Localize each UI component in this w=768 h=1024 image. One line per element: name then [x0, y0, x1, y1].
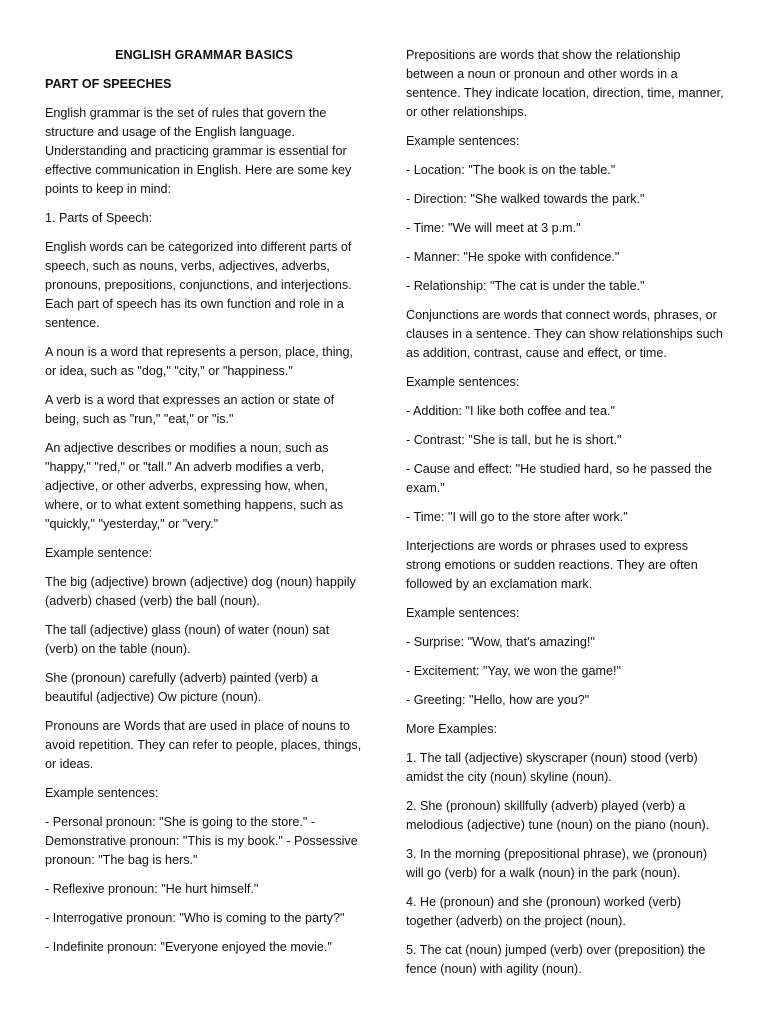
- example-item: - Contrast: "She is tall, but he is short.": [406, 433, 622, 447]
- example-item: - Relationship: "The cat is under the table.": [406, 279, 645, 293]
- adjective-adverb-definition: An adjective describes or modifies a noun, such as "happy," "red," or "tall." An adverb modifies a verb, adjective, or other adverbs, expressing how, when, where, or to what extent something happens, such as "quickly," "yesterday," or "very.": [45, 441, 344, 531]
- paragraph: English words can be categorized into different parts of speech, such as nouns, verbs, adjectives, adverbs, pronouns, prepositions, conjunctions, and interjections. Each part of speech has its own function and role in a sentence.: [45, 240, 352, 330]
- example-item: - Direction: "She walked towards the park.": [406, 192, 645, 206]
- numbered-example: 4. He (pronoun) and she (pronoun) worked (verb) together (adverb) on the project (noun).: [406, 895, 682, 928]
- section-heading: PART OF SPEECHES: [45, 77, 172, 91]
- example-item: - Cause and effect: "He studied hard, so he passed the exam.": [406, 462, 712, 495]
- more-examples-label: More Examples:: [406, 722, 497, 736]
- example-label: Example sentences:: [406, 134, 520, 148]
- numbered-example: 3. In the morning (prepositional phrase), we (pronoun) will go (verb) for a walk (noun) in the park (noun).: [406, 847, 708, 880]
- right-column: [406, 46, 726, 989]
- example-label: Example sentences:: [406, 375, 520, 389]
- noun-definition: A noun is a word that represents a person, place, thing, or idea, such as "dog," "city," or "happiness.": [45, 345, 354, 378]
- example-sentence: The big (adjective) brown (adjective) dog (noun) happily (adverb) chased (verb) the ball (noun).: [45, 575, 356, 608]
- intro-paragraph: English grammar is the set of rules that govern the structure and usage of the English language. Understanding and practicing grammar is essential for effective communication in English. Here are some key points to keep in mind:: [45, 106, 352, 196]
- example-item: - Interrogative pronoun: "Who is coming to the party?": [45, 911, 345, 925]
- pronoun-definition: Pronouns are Words that are used in place of nouns to avoid repetition. They can refer to people, places, things, or ideas.: [45, 719, 362, 771]
- example-sentence: The tall (adjective) glass (noun) of water (noun) sat (verb) on the table (noun).: [45, 623, 330, 656]
- document-title: ENGLISH GRAMMAR BASICS: [115, 48, 293, 62]
- example-label: Example sentences:: [406, 606, 520, 620]
- numbered-example: 1. The tall (adjective) skyscraper (noun) stood (verb) amidst the city (noun) skyline (noun).: [406, 751, 698, 784]
- example-item: - Reflexive pronoun: "He hurt himself.": [45, 882, 259, 896]
- example-item: - Manner: "He spoke with confidence.": [406, 250, 620, 264]
- conjunction-definition: Conjunctions are words that connect words, phrases, or clauses in a sentence. They can show relationships such as addition, contrast, cause and effect, or time.: [406, 308, 723, 360]
- example-item: - Surprise: "Wow, that's amazing!": [406, 635, 595, 649]
- example-item: - Addition: "I like both coffee and tea.": [406, 404, 615, 418]
- example-label: Example sentence:: [45, 546, 153, 560]
- numbered-example: 2. She (pronoun) skillfully (adverb) played (verb) a melodious (adjective) tune (noun) on the piano (noun).: [406, 799, 710, 832]
- example-item: - Time: "I will go to the store after work.": [406, 510, 628, 524]
- example-label: Example sentences:: [45, 786, 159, 800]
- section-number-heading: 1. Parts of Speech:: [45, 211, 153, 225]
- example-item: - Indefinite pronoun: "Everyone enjoyed the movie.": [45, 940, 332, 954]
- example-item: - Excitement: "Yay, we won the game!": [406, 664, 621, 678]
- numbered-example: 5. The cat (noun) jumped (verb) over (preposition) the fence (noun) with agility (noun).: [406, 943, 706, 976]
- example-item: - Time: "We will meet at 3 p.m.": [406, 221, 581, 235]
- interjection-definition: Interjections are words or phrases used to express strong emotions or sudden reactions. They are often followed by an exclamation mark.: [406, 539, 698, 591]
- verb-definition: A verb is a word that expresses an action or state of being, such as "run," "eat," or "is.": [45, 393, 335, 426]
- example-item: - Location: "The book is on the table.": [406, 163, 616, 177]
- example-sentence: She (pronoun) carefully (adverb) painted (verb) a beautiful (adjective) Ow picture (noun).: [45, 671, 319, 704]
- preposition-definition: Prepositions are words that show the relationship between a noun or pronoun and other words in a sentence. They indicate location, direction, time, manner, or other relationships.: [406, 48, 724, 119]
- left-column: [45, 46, 363, 967]
- example-item: - Personal pronoun: "She is going to the store." - Demonstrative pronoun: "This is my book." - Possessive pronoun: "The bag is hers.": [45, 815, 358, 867]
- example-item: - Greeting: "Hello, how are you?": [406, 693, 590, 707]
